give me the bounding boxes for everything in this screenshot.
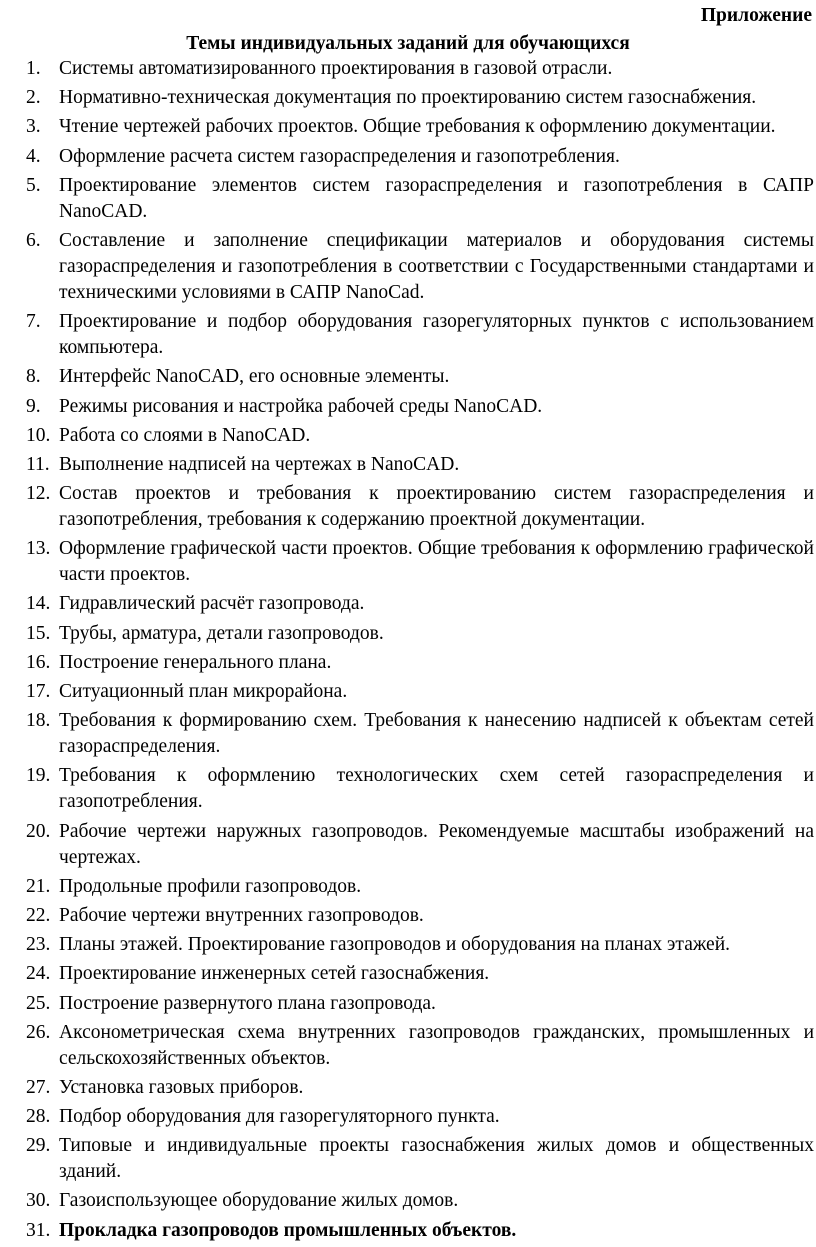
topic-number: 23. — [26, 934, 51, 956]
topic-text: Требования к формированию схем. Требования к нанесению надписей к объектам сетей газораспределения. — [59, 710, 814, 758]
topic-number: 19. — [26, 765, 51, 787]
topic-item — [26, 1020, 814, 1072]
topic-item — [26, 591, 814, 617]
topic-item — [26, 708, 814, 760]
topic-item — [26, 144, 814, 170]
topic-number: 17. — [26, 681, 51, 702]
topic-item — [26, 819, 814, 871]
topic-number: 30. — [26, 1190, 51, 1212]
topic-number: 7. — [26, 311, 41, 333]
topic-item — [26, 1133, 814, 1185]
topic-number: 14. — [26, 593, 51, 615]
topic-text: Планы этажей. Проектирование газопроводов и оборудования на планах этажей. — [59, 934, 731, 956]
topic-item — [26, 481, 814, 533]
topic-text: Выполнение надписей на чертежах в NanoCAD. — [59, 453, 460, 475]
topic-text: Построение развернутого плана газопровода. — [59, 992, 436, 1014]
topic-text: Гидравлический расчёт газопровода. — [59, 593, 365, 615]
topic-number: 27. — [26, 1076, 51, 1098]
topic-number: 9. — [26, 395, 41, 417]
topic-number: 25. — [26, 992, 51, 1014]
topic-text: Рабочие чертежи внутренних газопроводов. — [59, 904, 424, 926]
topic-text: Аксонометрическая схема внутренних газопроводов гражданских, промышленных и сельскохозяйственных объектов. — [59, 1021, 814, 1069]
topic-text: Проектирование и подбор оборудования газорегуляторных пунктов с использованием компьютера. — [59, 311, 814, 359]
topic-number: 4. — [26, 145, 41, 167]
topic-item — [26, 309, 814, 361]
topic-number: 2. — [26, 87, 41, 109]
topic-text: Работа со слоями в NanoCAD. — [59, 424, 311, 446]
topic-item — [26, 1104, 814, 1130]
topic-text: Состав проектов и требования к проектированию систем газораспределения и газопотребления, требования к содержанию проектной документации. — [59, 483, 814, 531]
topic-text: Нормативно-техническая документация по проектированию систем газоснабжения. — [59, 87, 757, 109]
topic-text: Проектирование инженерных сетей газоснабжения. — [59, 963, 490, 985]
appendix-label: Приложение — [700, 5, 812, 26]
topic-text: Построение генерального плана. — [59, 651, 332, 673]
topic-text: Системы автоматизированного проектирования в газовой отрасли. — [59, 58, 613, 79]
topic-text: Прокладка газопроводов промышленных объектов. — [59, 1219, 517, 1241]
topic-number: 16. — [26, 651, 51, 673]
topic-number: 31. — [26, 1219, 51, 1241]
topic-item — [26, 621, 814, 647]
topic-item — [26, 228, 814, 306]
topic-item — [26, 991, 814, 1017]
topic-text: Проектирование элементов систем газораспределения и газопотребления в САПР NanoCAD. — [59, 174, 814, 222]
topic-item — [26, 173, 814, 225]
topic-number: 28. — [26, 1106, 51, 1128]
topic-item — [26, 536, 814, 588]
topic-number: 26. — [26, 1021, 51, 1043]
topic-number: 12. — [26, 483, 51, 505]
topic-number: 29. — [26, 1135, 51, 1157]
topic-text: Продольные профили газопроводов. — [59, 875, 362, 897]
topic-text: Ситуационный план микрорайона. — [59, 681, 348, 702]
topic-number: 20. — [26, 820, 51, 842]
topic-text: Трубы, арматура, детали газопроводов. — [59, 622, 384, 644]
topic-number: 22. — [26, 904, 51, 926]
topic-text: Составление и заполнение спецификации материалов и оборудования системы газораспределения и газопотребления в соответствии с Государственными стандартами и техническими условиями в САПР NanoCad. — [59, 229, 814, 303]
topic-text: Требования к оформлению технологических схем сетей газораспределения и газопотребления. — [59, 765, 814, 813]
topic-text: Оформление расчета систем газораспределения и газопотребления. — [59, 145, 620, 167]
topic-number: 21. — [26, 875, 51, 897]
page-title: Темы индивидуальных заданий для обучающихся — [186, 33, 630, 54]
topic-number: 6. — [26, 229, 41, 251]
topic-item — [26, 423, 814, 449]
topic-item — [26, 1075, 814, 1101]
topic-text: Рабочие чертежи наружных газопроводов. Рекомендуемые масштабы изображений на чертежах. — [59, 820, 814, 868]
topic-text: Газоиспользующее оборудование жилых домов. — [59, 1190, 459, 1212]
topic-item — [26, 932, 814, 958]
topic-text: Интерфейс NanoCAD, его основные элементы. — [59, 366, 450, 388]
topic-number: 8. — [26, 366, 41, 388]
topic-text: Режимы рисования и настройка рабочей среды NanoCAD. — [59, 395, 543, 417]
topic-number: 15. — [26, 622, 51, 644]
topic-item — [26, 1188, 814, 1214]
topic-text: Подбор оборудования для газорегуляторного пункта. — [59, 1106, 500, 1128]
topic-item — [26, 394, 814, 420]
topic-item — [26, 961, 814, 987]
topic-item — [26, 1218, 814, 1244]
topic-number: 11. — [26, 453, 50, 475]
topic-number: 10. — [26, 424, 51, 446]
topic-item — [26, 364, 814, 390]
topic-number: 1. — [26, 58, 41, 79]
topics-list — [26, 56, 814, 1247]
topic-item — [26, 903, 814, 929]
topic-text: Оформление графической части проектов. Общие требования к оформлению графической части проектов. — [59, 538, 814, 586]
topic-text: Установка газовых приборов. — [59, 1076, 304, 1098]
topic-item — [26, 874, 814, 900]
topic-number: 13. — [26, 538, 51, 560]
topic-item — [26, 56, 814, 82]
topic-number: 3. — [26, 116, 41, 138]
topic-item — [26, 763, 814, 815]
topic-text: Типовые и индивидуальные проекты газоснабжения жилых домов и общественных зданий. — [59, 1135, 814, 1183]
topic-item — [26, 452, 814, 478]
topic-item — [26, 679, 814, 705]
topic-item — [26, 114, 814, 140]
topic-item — [26, 85, 814, 111]
topic-item — [26, 650, 814, 676]
topic-number: 18. — [26, 710, 51, 732]
topic-text: Чтение чертежей рабочих проектов. Общие требования к оформлению документации. — [59, 116, 776, 138]
topic-number: 5. — [26, 174, 41, 196]
topic-number: 24. — [26, 963, 51, 985]
